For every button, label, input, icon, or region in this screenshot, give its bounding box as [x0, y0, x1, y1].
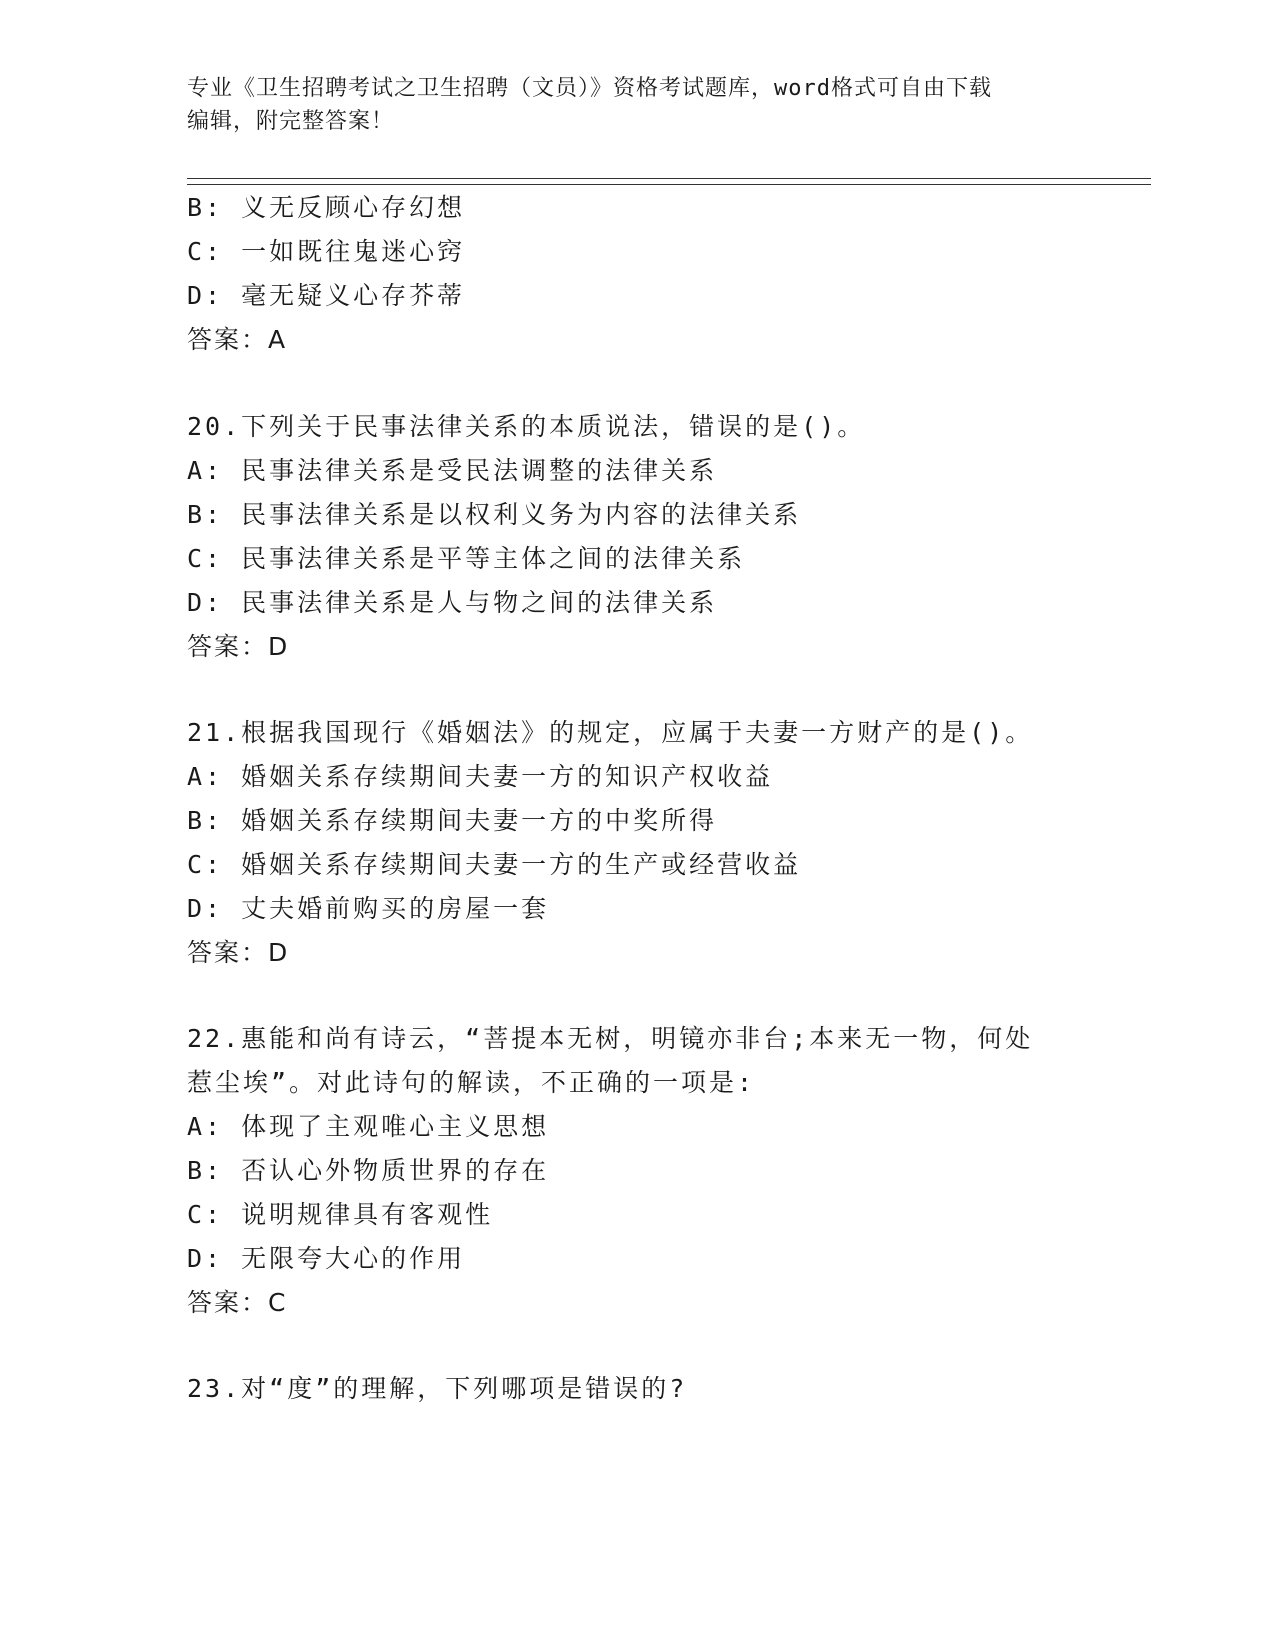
q20-answer: 答案：D: [187, 632, 290, 661]
header-rule-bottom: [187, 184, 1151, 185]
q20-option-b: B: 民事法律关系是以权利义务为内容的法律关系: [187, 500, 802, 529]
q21-option-a: A: 婚姻关系存续期间夫妻一方的知识产权收益: [187, 762, 774, 791]
q19-option-d: D: 毫无疑义心存芥蒂: [187, 281, 466, 310]
document-header: [187, 72, 1087, 138]
q22-option-a: A: 体现了主观唯心主义思想: [187, 1112, 550, 1141]
q20-option-d: D: 民事法律关系是人与物之间的法律关系: [187, 588, 718, 617]
q19-option-c: C: 一如既往鬼迷心窍: [187, 237, 466, 266]
q22-option-c: C: 说明规律具有客观性: [187, 1200, 494, 1229]
q22-stem-line-2: 惹尘埃”。对此诗句的解读，不正确的一项是:: [187, 1068, 756, 1097]
q20-option-c: C: 民事法律关系是平等主体之间的法律关系: [187, 544, 746, 573]
q19-answer: 答案：A: [187, 325, 288, 354]
q21-option-c: C: 婚姻关系存续期间夫妻一方的生产或经营收益: [187, 850, 802, 879]
q20-option-a: A: 民事法律关系是受民法调整的法律关系: [187, 456, 718, 485]
q21-answer: 答案：D: [187, 938, 290, 967]
q21-option-d: D: 丈夫婚前购买的房屋一套: [187, 894, 550, 923]
q22-option-b: B: 否认心外物质世界的存在: [187, 1156, 550, 1185]
header-line-1: 专业《卫生招聘考试之卫生招聘（文员）》资格考试题库，word格式可自由下载: [187, 76, 992, 101]
q21-option-b: B: 婚姻关系存续期间夫妻一方的中奖所得: [187, 806, 718, 835]
q21-stem: 21.根据我国现行《婚姻法》的规定，应属于夫妻一方财产的是()。: [187, 718, 1034, 747]
q23-stem: 23.对“度”的理解，下列哪项是错误的?: [187, 1374, 688, 1403]
q22-stem-line-1: 22.惠能和尚有诗云，“菩提本无树，明镜亦非台;本来无一物，何处: [187, 1024, 1034, 1053]
q19-option-b: B: 义无反顾心存幻想: [187, 193, 466, 222]
header-line-2: 编辑，附完整答案！: [187, 109, 395, 134]
q22-answer: 答案：C: [187, 1288, 288, 1317]
header-rule-top: [187, 178, 1151, 179]
q22-option-d: D: 无限夸大心的作用: [187, 1244, 466, 1273]
q20-stem: 20.下列关于民事法律关系的本质说法，错误的是()。: [187, 412, 866, 441]
